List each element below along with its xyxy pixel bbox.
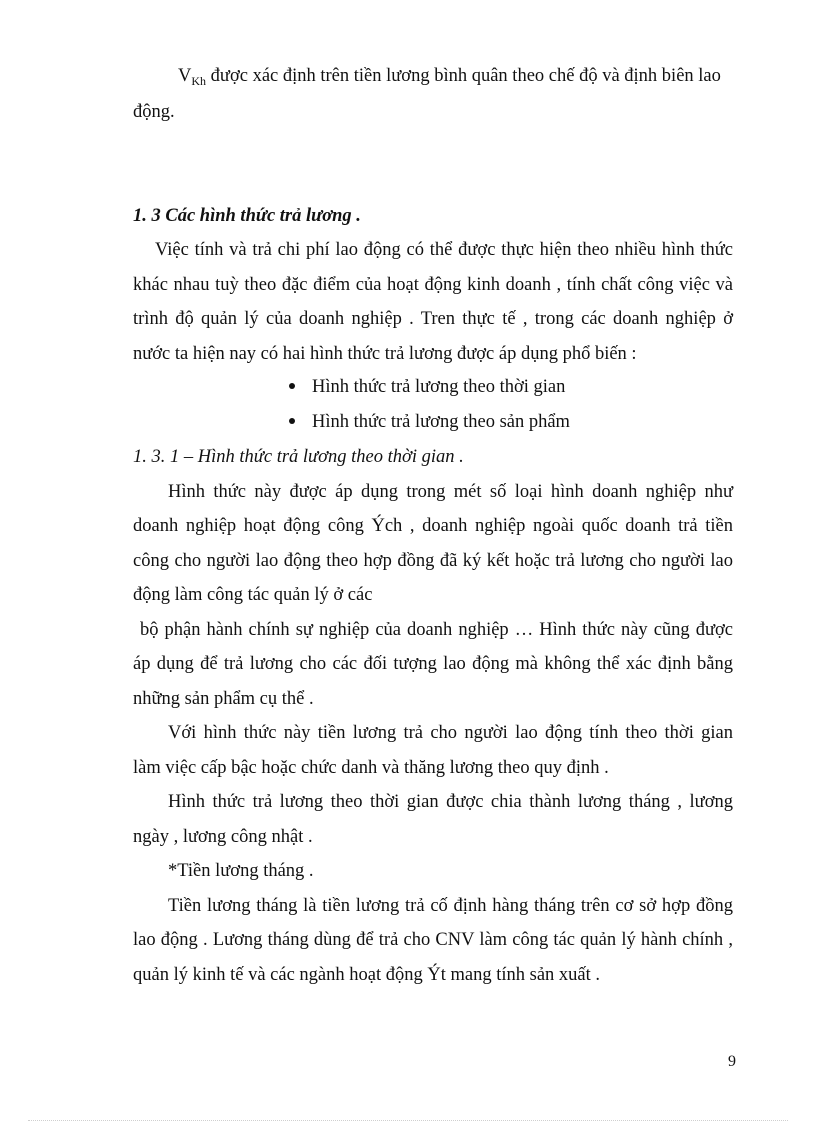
subsection-para-line: ngày , lương công nhật . (133, 827, 313, 847)
section-para-line: khác nhau tuỳ theo đặc điểm của hoạt động kinh doanh , tính chất công việc và (133, 275, 733, 295)
subsection-para-line: những sản phẩm cụ thể . (133, 689, 314, 709)
bullet-dot-icon (289, 383, 295, 389)
monthly-wage-heading: *Tiền lương tháng . (168, 861, 314, 881)
subsection-para-line: Tiền lương tháng là tiền lương trả cố định hàng tháng trên cơ sở hợp đồng (168, 896, 733, 916)
subsection-para-line: doanh nghiệp hoạt động công Ých , doanh nghiệp ngoài quốc doanh trả tiền (133, 516, 733, 536)
subsection-para-line: bộ phận hành chính sự nghiệp của doanh nghiệp … Hình thức này cũng được (140, 620, 733, 640)
subsection-para-line: làm việc cấp bậc hoặc chức danh và thăng lương theo quy định . (133, 758, 609, 778)
page-number: 9 (728, 1053, 736, 1070)
section-para-line: Việc tính và trả chi phí lao động có thể được thực hiện theo nhiều hình thức (155, 240, 733, 260)
subsection-para-line: động làm công tác quản lý ở các (133, 585, 373, 605)
subsection-para-line: Hình thức trả lương theo thời gian được chia thành lương tháng , lương (168, 792, 733, 812)
section-heading: 1. 3 Các hình thức trả lương . (133, 206, 361, 226)
intro-symbol: V (178, 66, 192, 86)
subsection-para-line: Với hình thức này tiền lương trả cho người lao động tính theo thời gian (168, 723, 733, 743)
bullet-item: Hình thức trả lương theo sản phẩm (312, 412, 570, 432)
intro-line-1-text: được xác định trên tiền lương bình quân theo chế độ và định biên lao (206, 66, 721, 86)
subsection-para-line: áp dụng để trả lương cho các đối tượng lao động mà không thể xác định bằng (133, 654, 733, 674)
intro-line-1 (178, 64, 721, 93)
section-para-line: trình độ quản lý của doanh nghiệp . Tren thực tế , trong các doanh nghiệp ở (133, 309, 733, 329)
section-para-line: nước ta hiện nay có hai hình thức trả lương được áp dụng phổ biến : (133, 344, 637, 364)
bullet-dot-icon (289, 418, 295, 424)
subsection-para-line: công cho người lao động theo hợp đồng đã ký kết hoặc trả lương cho người lao (133, 551, 733, 571)
intro-symbol-subscript: Kh (191, 74, 207, 88)
bullet-item: Hình thức trả lương theo thời gian (312, 377, 566, 397)
page-bottom-divider (28, 1120, 788, 1121)
subsection-para-line: lao động . Lương tháng dùng để trả cho CNV làm công tác quản lý hành chính , (133, 930, 733, 950)
intro-line-2: động. (133, 102, 175, 122)
subsection-heading: 1. 3. 1 – Hình thức trả lương theo thời gian . (133, 447, 464, 467)
subsection-para-line: Hình thức này được áp dụng trong mét số loại hình doanh nghiệp như (168, 482, 733, 502)
subsection-para-line: quản lý kinh tế và các ngành hoạt động Ýt mang tính sản xuất . (133, 965, 601, 985)
